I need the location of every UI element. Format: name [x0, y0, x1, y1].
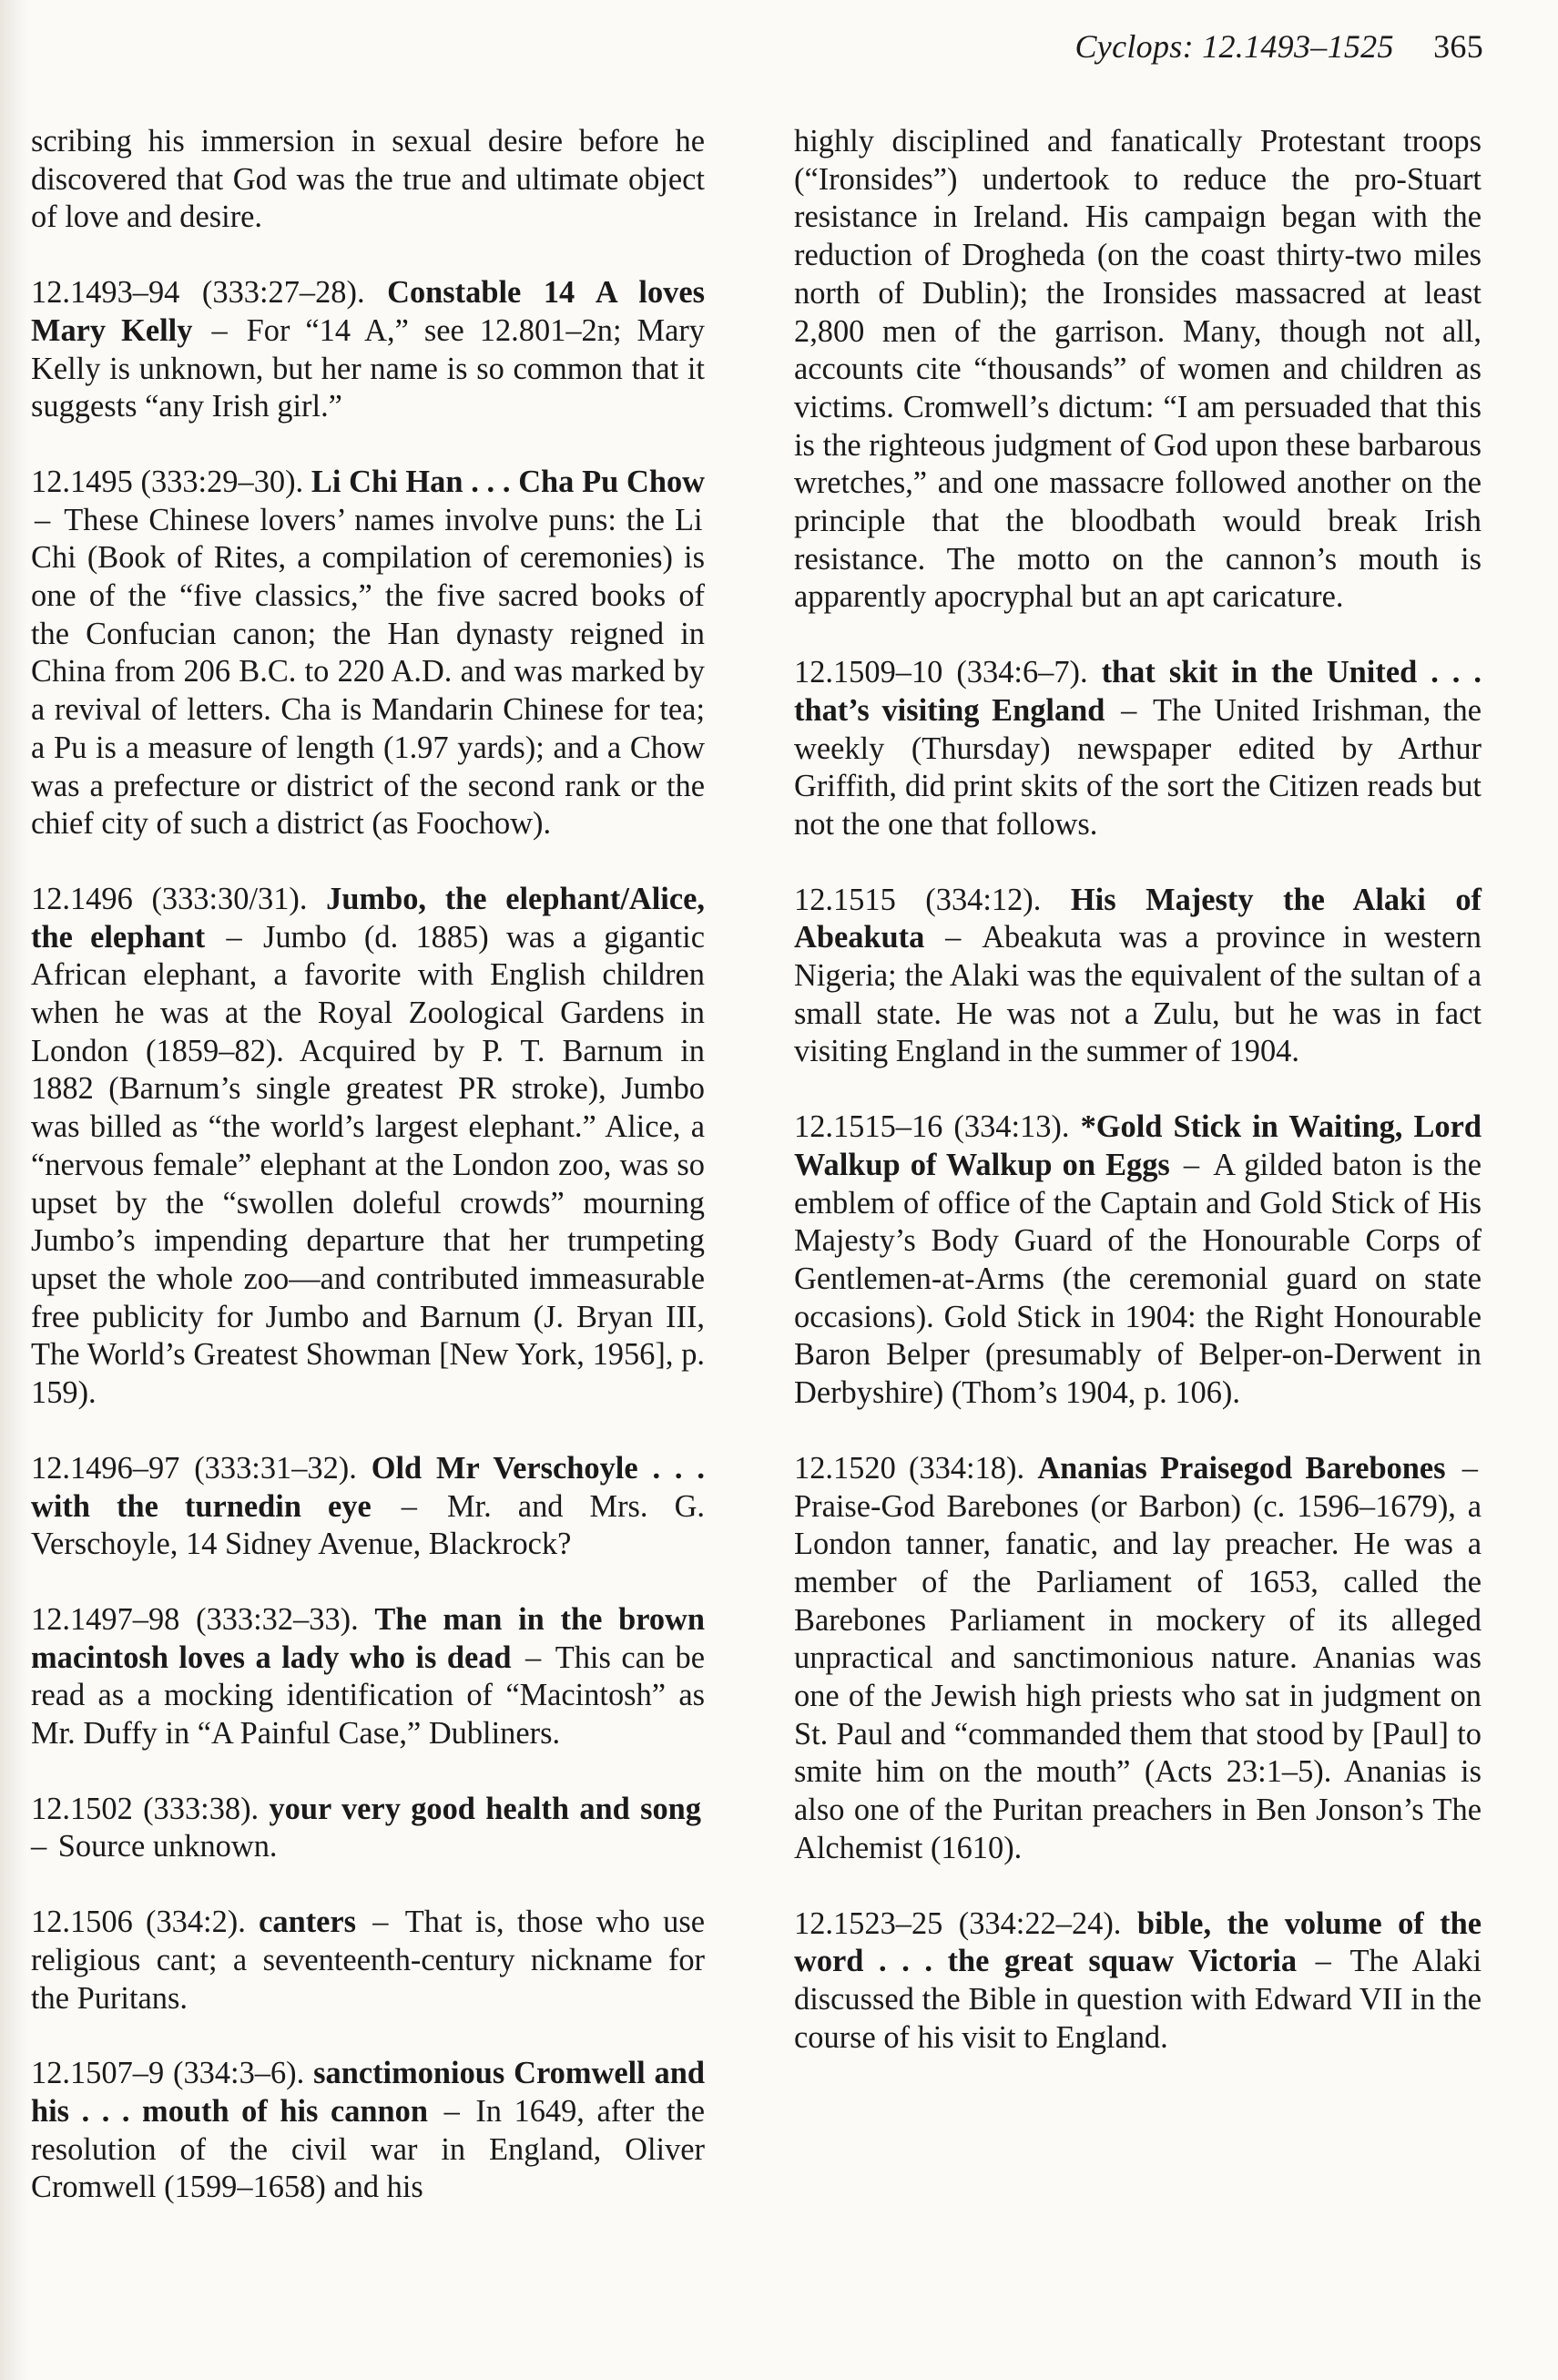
entry-reference: 12.1497–98 (333:32–33).	[31, 1601, 359, 1637]
entry-lemma: canters	[259, 1905, 357, 1940]
running-head	[1075, 27, 1484, 66]
annotation-entry: 12.1506 (334:2). canters – That is, those who use religious cant; a seventeenth-century nickname for the Puritans.	[31, 1905, 705, 2016]
annotation-entry: 12.1502 (333:38). your very good health and song – Source unknown.	[31, 1791, 701, 1864]
entry-body: Jumbo (d. 1885) was a gigantic African elephant, a favorite with English children when he was at the Royal Zoological Gardens in London (1859–82). Acquired by P. T. Barnum in 1882 (Barnum’s single greatest PR stroke), Jumbo was billed as “the world’s largest elephant.” Alice, a “nervous female” elephant at the London zoo, was so upset by the “swollen doleful crowds” mourning Jumbo’s impending departure that her trumpeting upset the whole zoo—and contributed immeasurable free publicity for Jumbo and Barnum (J. Bryan III, The World’s Greatest Showman [New York, 1956], p. 159).	[31, 919, 705, 1411]
page-gutter-shadow	[0, 0, 27, 2380]
entry-lemma: Constable 14 A loves Mary Kelly	[31, 275, 705, 348]
entry-body: That is, those who use religious cant; a seventeenth-century nickname for the Puritans.	[31, 1905, 705, 2016]
annotation-entry: 12.1520 (334:18). Ananias Praisegod Barebones – Praise-God Barebones (or Barbon) (c. 1596–1679), a London tanner, fanatic, and lay preacher. He was a member of the Parliament of 1653, called the Barebones Parliament in mockery of its alleged unpractical and sanctimonious nature. Ananias was one of the Jewish high priests who sat in judgment on St. Paul and “commanded them that stood by [Paul] to smite him on the mouth” (Acts 23:1–5). Ananias is also one of the Puritan preachers in Ben Jonson’s The Alchemist (1610).	[794, 1450, 1482, 1865]
annotation-entry: 12.1496–97 (333:31–32). Old Mr Verschoyle . . . with the turnedin eye – Mr. and Mrs. G. Verschoyle, 14 Sidney Avenue, Blackrock?	[31, 1450, 706, 1562]
entry-reference: 12.1507–9 (334:3–6).	[31, 2056, 305, 2091]
entry-lemma: that skit in the United . . . that’s visiting England	[794, 655, 1482, 728]
entry-reference: 12.1506 (334:2).	[31, 1905, 246, 1940]
entry-body: The Alaki discussed the Bible in question with Edward VII in the course of his visit to England.	[794, 1944, 1482, 2055]
annotation-entry: 12.1515–16 (334:13). *Gold Stick in Waiting, Lord Walkup of Walkup on Eggs – A gilded baton is the emblem of office of the Captain and Gold Stick of His Majesty’s Body Guard of the Honourable Corps of Gentlemen-at-Arms (the ceremonial guard on state occasions). Gold Stick in 1904: the Right Honourable Baron Belper (presumably of Belper-on-Derwent in Derbyshire) (Thom’s 1904, p. 106).	[794, 1109, 1482, 1411]
entry-reference: 12.1509–10 (334:6–7).	[794, 655, 1088, 690]
entry-reference: 12.1515–16 (334:13).	[794, 1109, 1070, 1145]
entry-reference: 12.1520 (334:18).	[794, 1450, 1025, 1486]
entry-reference: 12.1495 (333:29–30).	[31, 464, 304, 499]
entry-lemma: Li Chi Han . . . Cha Pu Chow	[311, 464, 705, 499]
entry-body: Abeakuta was a province in western Nigeria; the Alaki was the equivalent of the sultan of a small state. He was not a Zulu, but he was in fact visiting England in the summer of 1904.	[794, 920, 1482, 1069]
entry-lemma: Old Mr Verschoyle . . . with the turnedin eye	[31, 1450, 705, 1524]
entry-body: In 1649, after the resolution of the civil war in England, Oliver Cromwell (1599–1658) and his	[31, 2093, 705, 2205]
annotation-entry: 12.1523–25 (334:22–24). bible, the volume of the word . . . the great squaw Victoria – The Alaki discussed the Bible in question with Edward VII in the course of his visit to England.	[794, 1905, 1482, 2055]
entry-reference: 12.1523–25 (334:22–24).	[794, 1905, 1122, 1941]
entry-reference: 12.1515 (334:12).	[794, 882, 1042, 917]
annotation-entry: 12.1493–94 (333:27–28). Constable 14 A loves Mary Kelly – For “14 A,” see 12.801–2n; Mary Kelly is unknown, but her name is so common that it suggests “any Irish girl.”	[31, 275, 705, 424]
annotation-entry: 12.1515 (334:12). His Majesty the Alaki of Abeakuta – Abeakuta was a province in western Nigeria; the Alaki was the equivalent of the sultan of a small state. He was not a Zulu, but he was in fact visiting England in the summer of 1904.	[794, 882, 1482, 1069]
continuation-text: highly disciplined and fanatically Protestant troops (“Ironsides”) undertook to reduce the pro-Stuart resistance in Ireland. His campaign began with the reduction of Drogheda (on the coast thirty-two miles north of Dublin); the Ironsides massacred at least 2,800 men of the garrison. Many, though not all, accounts cite “thousands” of women and children as victims. Cromwell’s dictum: “I am persuaded that this is the righteous judgment of God upon these barbarous wretches,” and one massacre followed another on the principle that the bloodbath would break Irish resistance. The motto on the cannon’s mouth is apparently apocryphal but an apt caricature.	[794, 124, 1482, 615]
entry-body: These Chinese lovers’ names involve puns: the Li Chi (Book of Rites, a compilation of ceremonies) is one of the “five classics,” the five sacred books of the Confucian canon; the Han dynasty reigned in China from 206 B.C. to 220 A.D. and was marked by a revival of letters. Cha is Mandarin Chinese for tea; a Pu is a measure of length (1.97 yards); and a Chow was a prefecture or district of the second rank or the chief city of such a district (as Foochow).	[31, 502, 705, 842]
entry-lemma: bible, the volume of the word . . . the great squaw Victoria	[794, 1905, 1482, 1979]
entry-body: A gilded baton is the emblem of office of the Captain and Gold Stick of His Majesty’s Body Guard of the Honourable Corps of Gentlemen-at-Arms (the ceremonial guard on state occasions). Gold Stick in 1904: the Right Honourable Baron Belper (presumably of Belper-on-Derwent in Derbyshire) (Thom’s 1904, p. 106).	[794, 1147, 1482, 1411]
entry-body: The United Irishman, the weekly (Thursday) newspaper edited by Arthur Griffith, did print skits of the sort the Citizen reads but not the one that follows.	[794, 692, 1482, 842]
entry-body: Mr. and Mrs. G. Verschoyle, 14 Sidney Avenue, Blackrock?	[31, 1488, 706, 1562]
entry-lemma: Jumbo, the elephant/Alice, the elephant	[31, 881, 705, 955]
annotation-entry: 12.1496 (333:30/31). Jumbo, the elephant/Alice, the elephant – Jumbo (d. 1885) was a gigantic African elephant, a favorite with English children when he was at the Royal Zoological Gardens in London (1859–82). Acquired by P. T. Barnum in 1882 (Barnum’s single greatest PR stroke), Jumbo was billed as “the world’s largest elephant.” Alice, a “nervous female” elephant at the London zoo, was so upset by the “swollen doleful crowds” mourning Jumbo’s impending departure that her trumpeting upset the whole zoo—and contributed immeasurable free publicity for Jumbo and Barnum (J. Bryan III, The World’s Greatest Showman [New York, 1956], p. 159).	[31, 881, 705, 1411]
entry-lemma: *Gold Stick in Waiting, Lord Walkup of Walkup on Eggs	[794, 1109, 1482, 1182]
annotation-entry: 12.1509–10 (334:6–7). that skit in the United . . . that’s visiting England – The United Irishman, the weekly (Thursday) newspaper edited by Arthur Griffith, did print skits of the sort the Citizen reads but not the one that follows.	[794, 655, 1482, 842]
continuation-text: scribing his immersion in sexual desire before he discovered that God was the true and ultimate object of love and desire.	[31, 124, 705, 235]
page-number: 365	[1433, 28, 1483, 65]
left-column	[31, 123, 705, 2244]
entry-reference: 12.1496–97 (333:31–32).	[31, 1450, 357, 1486]
entry-lemma: Ananias Praisegod Barebones	[1037, 1450, 1446, 1486]
entry-lemma: His Majesty the Alaki of Abeakuta	[794, 882, 1482, 955]
entry-lemma: your very good health and song	[269, 1791, 701, 1826]
annotation-entry: 12.1497–98 (333:32–33). The man in the brown macintosh loves a lady who is dead – This can be read as a mocking identification of “Macintosh” as Mr. Duffy in “A Painful Case,” Dubliners.	[31, 1601, 705, 1752]
entry-body: Source unknown.	[57, 1829, 278, 1864]
entry-reference: 12.1502 (333:38).	[31, 1791, 260, 1826]
entry-reference: 12.1493–94 (333:27–28).	[31, 275, 365, 311]
entry-body: This can be read as a mocking identification of “Macintosh” as Mr. Duffy in “A Painful Case,” Dubliners.	[31, 1639, 705, 1752]
entry-lemma: sanctimonious Cromwell and his . . . mouth of his cannon	[31, 2056, 705, 2129]
entry-body: For “14 A,” see 12.801–2n; Mary Kelly is unknown, but her name is so common that it suggests “any Irish girl.”	[31, 312, 705, 424]
running-head-title: Cyclops: 12.1493–1525	[1074, 28, 1394, 65]
entry-lemma: The man in the brown macintosh loves a lady who is dead	[31, 1601, 705, 1675]
entry-body: Praise-God Barebones (or Barbon) (c. 1596–1679), a London tanner, fanatic, and lay preacher. He was a member of the Parliament of 1653, called the Barebones Parliament in mockery of its alleged unpractical and sanctimonious nature. Ananias was one of the Jewish high priests who sat in judgment on St. Paul and “commanded them that stood by [Paul] to smite him on the mouth” (Acts 23:1–5). Ananias is also one of the Puritan preachers in Ben Jonson’s The Alchemist (1610).	[794, 1488, 1482, 1865]
annotation-entry: 12.1507–9 (334:3–6). sanctimonious Cromwell and his . . . mouth of his cannon – In 1649, after the resolution of the civil war in England, Oliver Cromwell (1599–1658) and his	[31, 2056, 705, 2205]
entry-reference: 12.1496 (333:30/31).	[31, 881, 308, 916]
right-column	[794, 123, 1482, 2094]
annotation-entry: 12.1495 (333:29–30). Li Chi Han . . . Cha Pu Chow – These Chinese lovers’ names involve puns: the Li Chi (Book of Rites, a compilation of ceremonies) is one of the “five classics,” the five sacred books of the Confucian canon; the Han dynasty reigned in China from 206 B.C. to 220 A.D. and was marked by a revival of letters. Cha is Mandarin Chinese for tea; a Pu is a measure of length (1.97 yards); and a Chow was a prefecture or district of the second rank or the chief city of such a district (as Foochow).	[31, 464, 705, 842]
